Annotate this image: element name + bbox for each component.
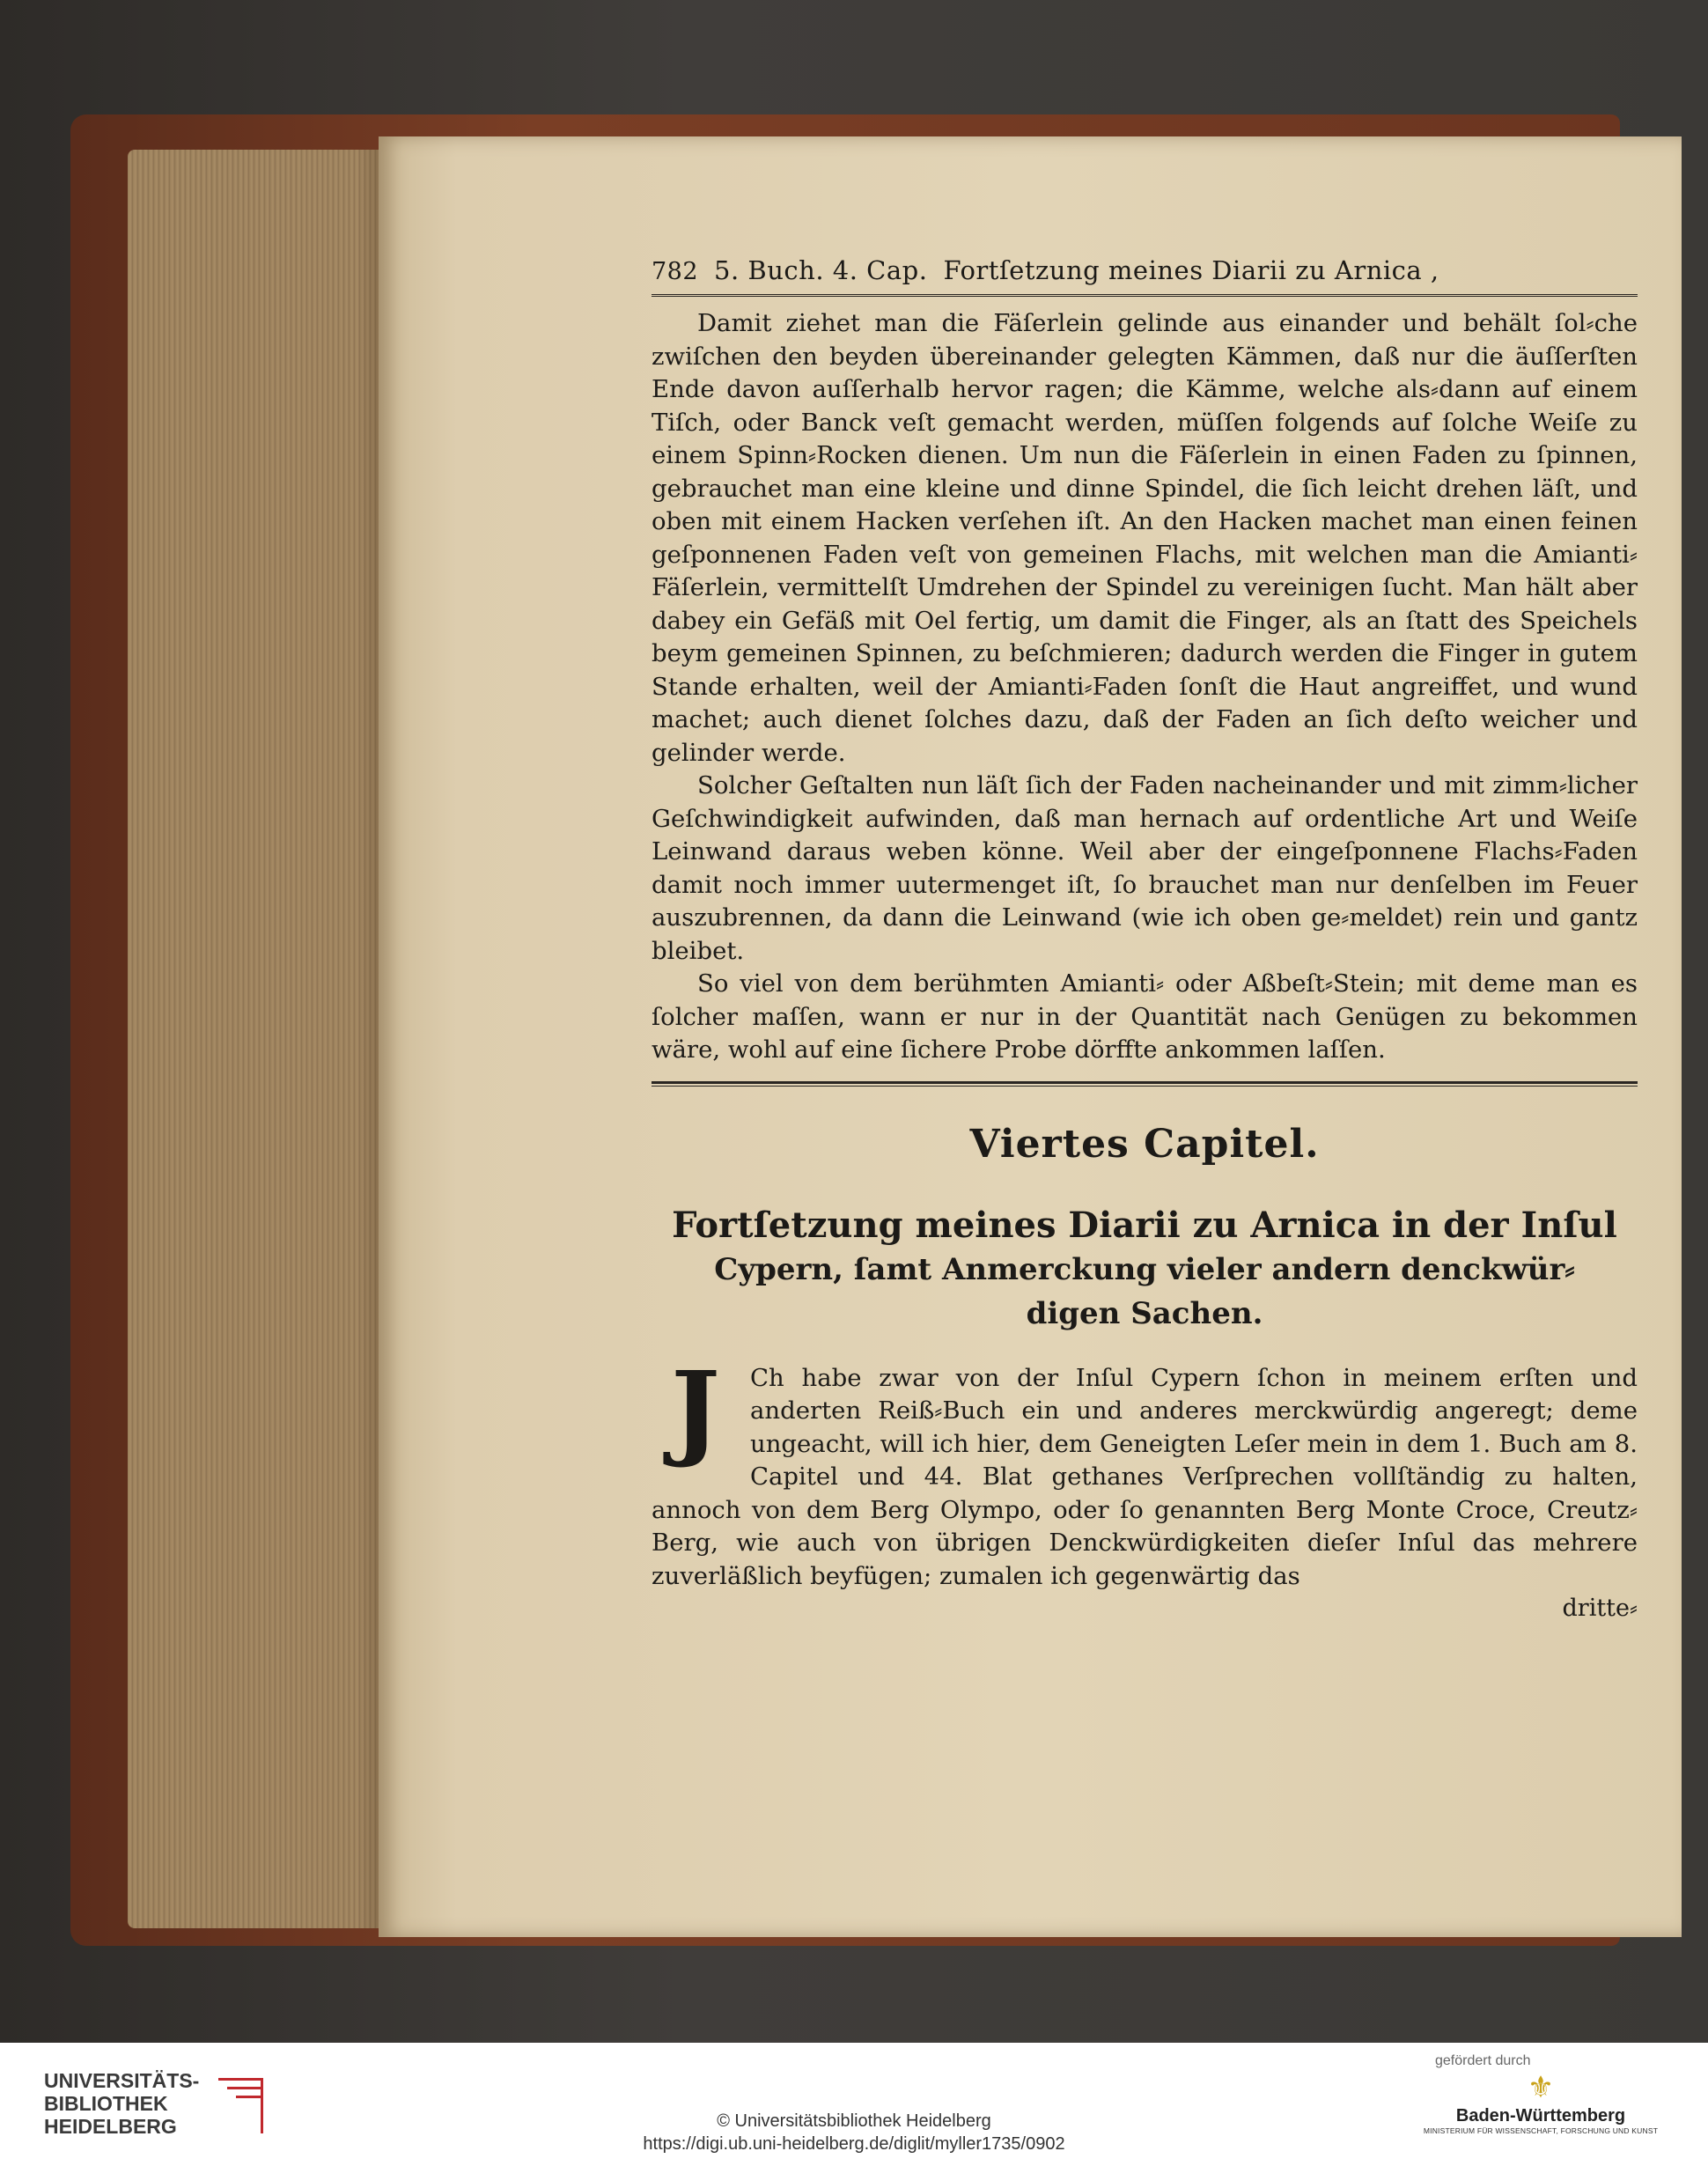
permalink[interactable]: https://digi.ub.uni-heidelberg.de/diglit/myller1735/0902 bbox=[643, 2134, 1065, 2154]
running-head-book: 5. Buch. 4. Cap. bbox=[714, 255, 928, 285]
section-rule bbox=[652, 1081, 1638, 1087]
paragraph: So viel von dem berühmten Amianti⸗ oder Aßbeſt⸗Stein; mit deme man es ſolcher maſſen, wann er nur in der Quantität nach Genügen zu bekommen wäre, wohl auf eine ſichere Probe dörffte ankommen laſſen. bbox=[652, 969, 1638, 1064]
funding-block bbox=[1409, 2053, 1673, 2135]
body-text bbox=[652, 307, 1638, 1067]
paragraph: Damit ziehet man die Fäſerlein gelinde aus einander und behält ſol⸗che zwiſchen den beyden übereinander gelegten Kämmen, daß nur die äuſſerſten Ende davon auſſerhalb hervor ragen; die Kämme, welche als⸗dann auf einem Tiſch, oder Banck veſt gemacht werden, müſſen folgends auf ſolche Weiſe zu einem Spinn⸗Rocken dienen. Um nun die Fäſerlein in einen Faden zu ſpinnen, gebrauchet man eine kleine und dinne Spindel, die ſich leicht drehen läſt, und oben mit einem Hacken verſehen iſt. An den Hacken machet man einen feinen geſponnenen Faden veſt von gemeinen Flachs, mit welchen man die Amianti⸗Fäſerlein, vermittelſt Umdrehen der Spindel zu vereinigen ſucht. Man hält aber dabey ein Gefäß mit Oel fertig, um damit die Finger, als an ſtatt des Speichels beym gemeinen Spinnen, zu beſchmieren; dadurch werden die Finger in gutem Stande erhalten, weil der Amianti⸗Faden ſonſt die Haut angreiffet, und wund machet; auch dienet ſolches dazu, daß der Faden an ſich deſto weicher und gelinder werde. bbox=[652, 309, 1638, 767]
chapter-heading: Viertes Capitel. bbox=[969, 1121, 1320, 1167]
page-block-edges bbox=[128, 150, 392, 1928]
chapter-body bbox=[652, 1347, 1638, 1623]
crest-icon: ⚜ bbox=[1527, 2071, 1555, 2104]
catchword: dritte⸗ bbox=[1562, 1595, 1638, 1622]
page-number: 782 bbox=[652, 258, 699, 285]
drop-cap: J bbox=[671, 1347, 720, 1470]
funder-ministry: MINISTERIUM FÜR WISSENSCHAFT, FORSCHUNG UND KUNST bbox=[1423, 2126, 1659, 2135]
viewer-footer bbox=[0, 2043, 1708, 2166]
chapter-subtitle-line: digen Sachen. bbox=[1026, 1295, 1263, 1331]
running-head-title: Fortſetzung meines Diarii zu Arnica , bbox=[943, 255, 1439, 285]
funded-by-label: gefördert durch bbox=[1435, 2053, 1531, 2068]
chapter-subtitle bbox=[652, 1204, 1638, 1336]
funder-name: Baden-Württemberg bbox=[1455, 2106, 1626, 2125]
chapter-subtitle-line: Cypern, ſamt Anmerckung vieler andern denckwür⸗ bbox=[714, 1251, 1575, 1287]
page-content bbox=[652, 255, 1638, 1622]
copyright-text: © Universitätsbibliothek Heidelberg bbox=[717, 2111, 991, 2131]
paragraph: Solcher Geſtalten nun läſt ſich der Faden nacheinander und mit zimm⸗licher Geſchwindigkeit aufwinden, daß man hernach auf ordentliche Art und Weiſe Leinwand daraus weben könne. Weil aber der eingeſponnene Flachs⸗Faden damit noch immer uutermenget iſt, ſo brauchet man nur denſelben im Feuer auszubrennen, da dann die Leinwand (wie ich oben ge⸗meldet) rein und gantz bleibet. bbox=[652, 771, 1638, 965]
library-name-line: HEIDELBERG bbox=[44, 2115, 177, 2138]
running-head bbox=[652, 255, 1638, 297]
chapter-subtitle-line: Fortſetzung meines Diarii zu Arnica in der Inſul bbox=[672, 1204, 1617, 1246]
chapter-first-paragraph: Ch habe zwar von der Inſul Cypern ſchon in meinem erſten und anderten Reiß⸗Buch ein und anderes merckwürdig angeregt; deme ungeacht, will ich hier, dem Geneigten Leſer mein in dem 1. Buch am 8. Capitel und 44. Blat gethanes Verſprechen vollſtändig zu halten, annoch von dem Berg Olympo, oder ſo genannten Berg Monte Croce, Creutz⸗Berg, wie auch von übrigen Denckwürdigkeiten dieſer Inſul das mehrere zuverläßlich beyfügen; zumalen ich gegenwärtig das bbox=[652, 1363, 1638, 1590]
library-name-line: UNIVERSITÄTS- bbox=[44, 2069, 200, 2092]
book-page bbox=[379, 136, 1682, 1937]
library-name-line: BIBLIOTHEK bbox=[44, 2092, 168, 2115]
